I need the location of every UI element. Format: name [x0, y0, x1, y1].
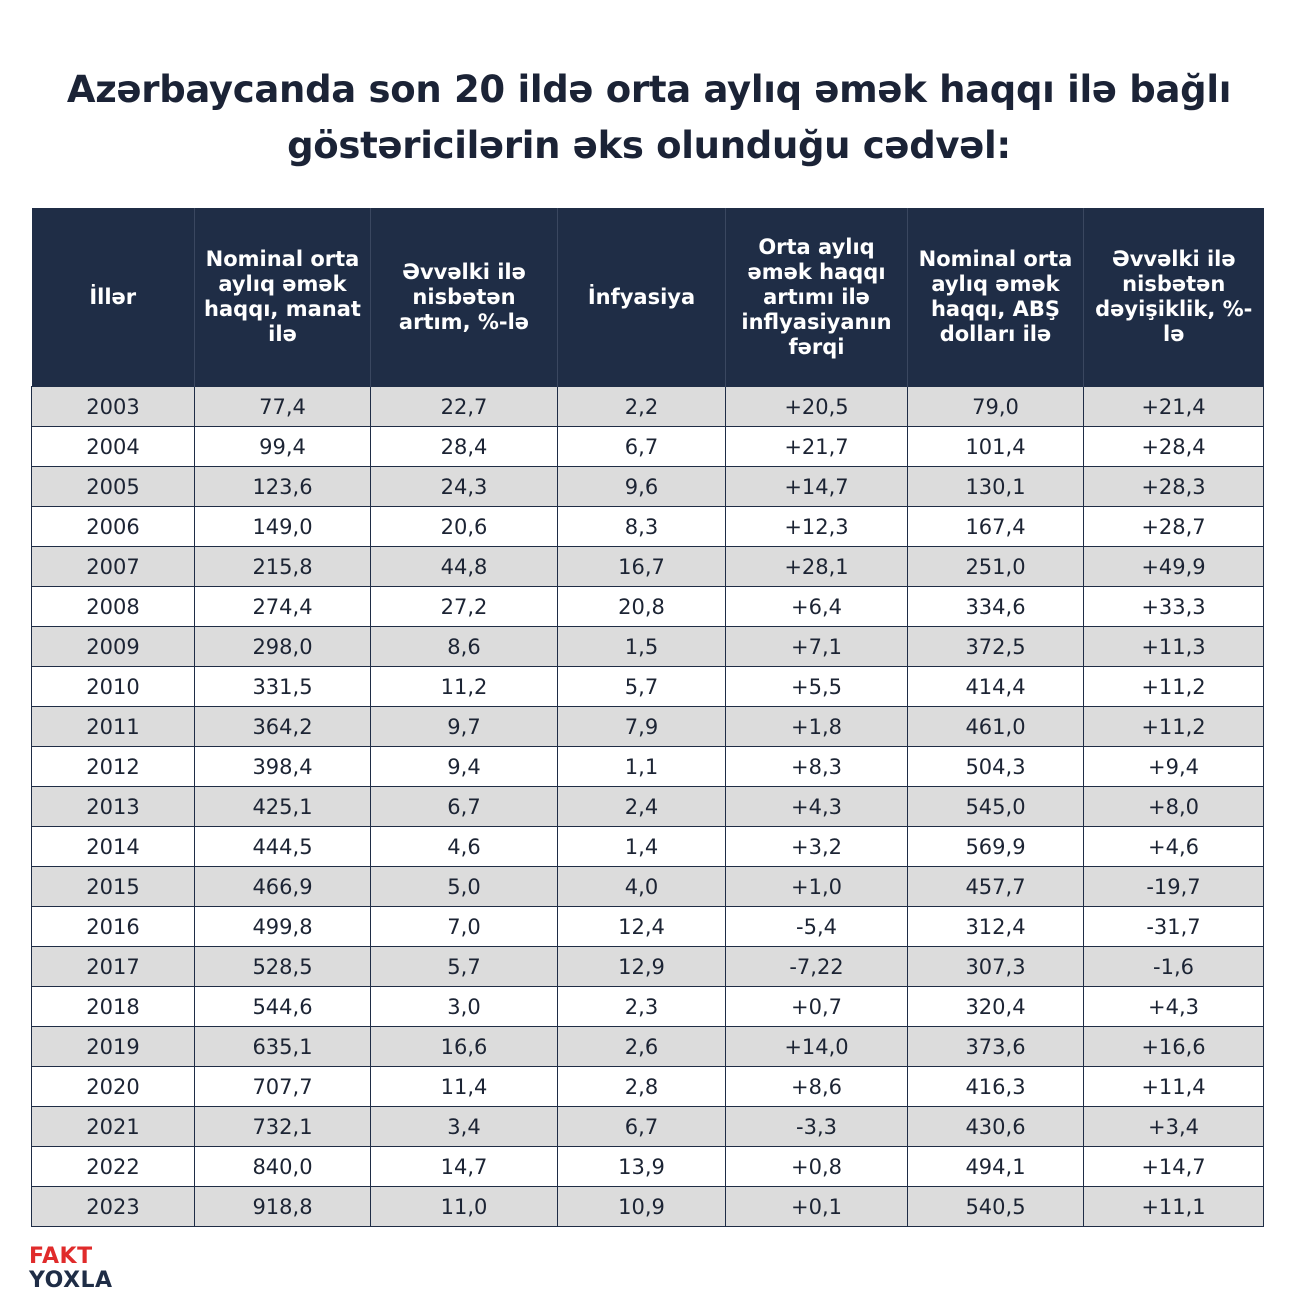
table-cell: 2005 [32, 467, 195, 507]
table-cell: 2021 [32, 1107, 195, 1147]
table-cell: +21,7 [726, 427, 908, 467]
table-cell: +8,0 [1084, 787, 1264, 827]
table-cell: 2012 [32, 747, 195, 787]
table-cell: 5,7 [558, 667, 726, 707]
table-cell: -19,7 [1084, 867, 1264, 907]
table-cell: 707,7 [195, 1067, 371, 1107]
table-cell: 5,0 [371, 867, 558, 907]
table-cell: +49,9 [1084, 547, 1264, 587]
table-cell: +0,7 [726, 987, 908, 1027]
table-cell: 20,8 [558, 587, 726, 627]
table-cell: -5,4 [726, 907, 908, 947]
table-cell: +28,3 [1084, 467, 1264, 507]
table-cell: 77,4 [195, 387, 371, 427]
table-cell: 9,7 [371, 707, 558, 747]
table-cell: 44,8 [371, 547, 558, 587]
table-cell: 79,0 [908, 387, 1084, 427]
table-cell: 461,0 [908, 707, 1084, 747]
table-cell: 2023 [32, 1187, 195, 1227]
table-cell: 457,7 [908, 867, 1084, 907]
table-cell: +12,3 [726, 507, 908, 547]
table-cell: 2006 [32, 507, 195, 547]
table-cell: 7,0 [371, 907, 558, 947]
table-cell: 425,1 [195, 787, 371, 827]
table-cell: 331,5 [195, 667, 371, 707]
table-cell: 504,3 [908, 747, 1084, 787]
table-cell: 2,8 [558, 1067, 726, 1107]
table-row [32, 627, 1264, 667]
table-cell: 540,5 [908, 1187, 1084, 1227]
table-cell: 2016 [32, 907, 195, 947]
table-cell: 2019 [32, 1027, 195, 1067]
table-row [32, 667, 1264, 707]
table-cell: 22,7 [371, 387, 558, 427]
table-cell: 251,0 [908, 547, 1084, 587]
table-cell: +11,3 [1084, 627, 1264, 667]
table-cell: 5,7 [371, 947, 558, 987]
table-row [32, 427, 1264, 467]
table-cell: -1,6 [1084, 947, 1264, 987]
header-nominal-usd: Nominal orta aylıq əmək haqqı, ABŞ dolları ilə [908, 208, 1084, 387]
table-cell: 20,6 [371, 507, 558, 547]
table-cell: +28,7 [1084, 507, 1264, 547]
table-cell: +4,6 [1084, 827, 1264, 867]
table-cell: 16,6 [371, 1027, 558, 1067]
table-cell: 6,7 [558, 427, 726, 467]
table-cell: +9,4 [1084, 747, 1264, 787]
table-cell: 569,9 [908, 827, 1084, 867]
header-usd-change-pct: Əvvəlki ilə nisbətən dəyişiklik, %-lə [1084, 208, 1264, 387]
table-cell: 16,7 [558, 547, 726, 587]
table-cell: 312,4 [908, 907, 1084, 947]
table-cell: 2018 [32, 987, 195, 1027]
logo-line-1: FAKT [29, 1244, 93, 1269]
table-cell: 12,9 [558, 947, 726, 987]
table-row [32, 467, 1264, 507]
table-cell: 2014 [32, 827, 195, 867]
table-cell: 215,8 [195, 547, 371, 587]
table-cell: 27,2 [371, 587, 558, 627]
table-cell: 298,0 [195, 627, 371, 667]
table-cell: 320,4 [908, 987, 1084, 1027]
table-row [32, 1187, 1264, 1227]
table-row [32, 1147, 1264, 1187]
table-cell: 28,4 [371, 427, 558, 467]
table-cell: 2008 [32, 587, 195, 627]
table-row [32, 507, 1264, 547]
table-cell: +16,6 [1084, 1027, 1264, 1067]
title-line-2: göstəricilərin əks olunduğu cədvəl: [287, 124, 1011, 167]
table-cell: 167,4 [908, 507, 1084, 547]
table-row [32, 1067, 1264, 1107]
header-years: İllər [32, 208, 195, 387]
table-cell: 2009 [32, 627, 195, 667]
table-cell: 840,0 [195, 1147, 371, 1187]
table-cell: 430,6 [908, 1107, 1084, 1147]
table-cell: 2010 [32, 667, 195, 707]
table-cell: +4,3 [726, 787, 908, 827]
table-cell: 732,1 [195, 1107, 371, 1147]
table-cell: 6,7 [558, 1107, 726, 1147]
table-cell: 11,2 [371, 667, 558, 707]
table-cell: 12,4 [558, 907, 726, 947]
table-row [32, 1107, 1264, 1147]
table-cell: +11,4 [1084, 1067, 1264, 1107]
table-cell: 101,4 [908, 427, 1084, 467]
header-growth-vs-inflation: Orta aylıq əmək haqqı artımı ilə inflyasiyanın fərqi [726, 208, 908, 387]
table-cell: 2,2 [558, 387, 726, 427]
table-cell: 334,6 [908, 587, 1084, 627]
table-cell: 2,4 [558, 787, 726, 827]
table-cell: +33,3 [1084, 587, 1264, 627]
table-cell: 2022 [32, 1147, 195, 1187]
table-row [32, 867, 1264, 907]
table-cell: +28,4 [1084, 427, 1264, 467]
logo-line-2: YOXLA [29, 1268, 113, 1293]
table-cell: 2013 [32, 787, 195, 827]
table-cell: 364,2 [195, 707, 371, 747]
table-cell: 274,4 [195, 587, 371, 627]
wage-table [31, 208, 1264, 1227]
table-row [32, 587, 1264, 627]
table-cell: 13,9 [558, 1147, 726, 1187]
table-row [32, 1027, 1264, 1067]
table-header-row [32, 208, 1264, 387]
table-cell: +5,5 [726, 667, 908, 707]
table-cell: +3,2 [726, 827, 908, 867]
table-cell: +20,5 [726, 387, 908, 427]
table-cell: +8,6 [726, 1067, 908, 1107]
table-cell: +6,4 [726, 587, 908, 627]
table-row [32, 827, 1264, 867]
table-cell: 9,6 [558, 467, 726, 507]
table-cell: -31,7 [1084, 907, 1264, 947]
title-line-1: Azərbaycanda son 20 ildə orta aylıq əmək haqqı ilə bağlı [66, 68, 1232, 111]
table-cell: 635,1 [195, 1027, 371, 1067]
table-cell: 9,4 [371, 747, 558, 787]
table-cell: 99,4 [195, 427, 371, 467]
table-cell: 2007 [32, 547, 195, 587]
table-cell: 444,5 [195, 827, 371, 867]
page-title [0, 62, 1298, 174]
table-row [32, 907, 1264, 947]
header-nominal-manat: Nominal orta aylıq əmək haqqı, manat ilə [195, 208, 371, 387]
table-cell: 2,3 [558, 987, 726, 1027]
table-cell: 4,6 [371, 827, 558, 867]
table-cell: 14,7 [371, 1147, 558, 1187]
table-cell: 6,7 [371, 787, 558, 827]
table-cell: +11,2 [1084, 667, 1264, 707]
table-cell: 544,6 [195, 987, 371, 1027]
table-cell: 499,8 [195, 907, 371, 947]
table-cell: +4,3 [1084, 987, 1264, 1027]
table-cell: 4,0 [558, 867, 726, 907]
table-cell: +1,8 [726, 707, 908, 747]
table-cell: 7,9 [558, 707, 726, 747]
table-cell: 466,9 [195, 867, 371, 907]
table-row [32, 947, 1264, 987]
table-cell: 8,3 [558, 507, 726, 547]
table-cell: 2011 [32, 707, 195, 747]
table-cell: 8,6 [371, 627, 558, 667]
table-cell: 1,4 [558, 827, 726, 867]
table-cell: +0,1 [726, 1187, 908, 1227]
table-cell: 2,6 [558, 1027, 726, 1067]
table-cell: +11,2 [1084, 707, 1264, 747]
table-cell: 528,5 [195, 947, 371, 987]
table-cell: 3,4 [371, 1107, 558, 1147]
table-cell: 2017 [32, 947, 195, 987]
table-cell: 10,9 [558, 1187, 726, 1227]
table-row [32, 747, 1264, 787]
fakt-yoxla-logo [29, 1245, 113, 1293]
table-row [32, 707, 1264, 747]
table-cell: 494,1 [908, 1147, 1084, 1187]
table-cell: +1,0 [726, 867, 908, 907]
table-cell: 414,4 [908, 667, 1084, 707]
table-cell: 373,6 [908, 1027, 1084, 1067]
table-cell: 123,6 [195, 467, 371, 507]
table-cell: +14,0 [726, 1027, 908, 1067]
table-cell: +14,7 [1084, 1147, 1264, 1187]
table-cell: +11,1 [1084, 1187, 1264, 1227]
table-cell: 398,4 [195, 747, 371, 787]
header-growth-pct: Əvvəlki ilə nisbətən artım, %-lə [371, 208, 558, 387]
header-inflation: İnfyasiya [558, 208, 726, 387]
table-cell: 11,0 [371, 1187, 558, 1227]
table-row [32, 787, 1264, 827]
table-cell: -3,3 [726, 1107, 908, 1147]
table-cell: 24,3 [371, 467, 558, 507]
table-cell: 372,5 [908, 627, 1084, 667]
table-cell: +21,4 [1084, 387, 1264, 427]
table-cell: +8,3 [726, 747, 908, 787]
table-cell: 3,0 [371, 987, 558, 1027]
table-cell: +7,1 [726, 627, 908, 667]
table-cell: 2015 [32, 867, 195, 907]
table-cell: 918,8 [195, 1187, 371, 1227]
table-row [32, 387, 1264, 427]
table-row [32, 547, 1264, 587]
table-cell: 2003 [32, 387, 195, 427]
table-cell: 1,1 [558, 747, 726, 787]
table-cell: 11,4 [371, 1067, 558, 1107]
table-cell: 307,3 [908, 947, 1084, 987]
table-cell: +14,7 [726, 467, 908, 507]
table-cell: 416,3 [908, 1067, 1084, 1107]
table-body [32, 387, 1264, 1227]
table-cell: 130,1 [908, 467, 1084, 507]
table-cell: -7,22 [726, 947, 908, 987]
table-cell: 545,0 [908, 787, 1084, 827]
table-row [32, 987, 1264, 1027]
table-cell: +28,1 [726, 547, 908, 587]
table-cell: +0,8 [726, 1147, 908, 1187]
table-cell: 149,0 [195, 507, 371, 547]
table-cell: 2004 [32, 427, 195, 467]
table-cell: 1,5 [558, 627, 726, 667]
table-cell: 2020 [32, 1067, 195, 1107]
table-cell: +3,4 [1084, 1107, 1264, 1147]
